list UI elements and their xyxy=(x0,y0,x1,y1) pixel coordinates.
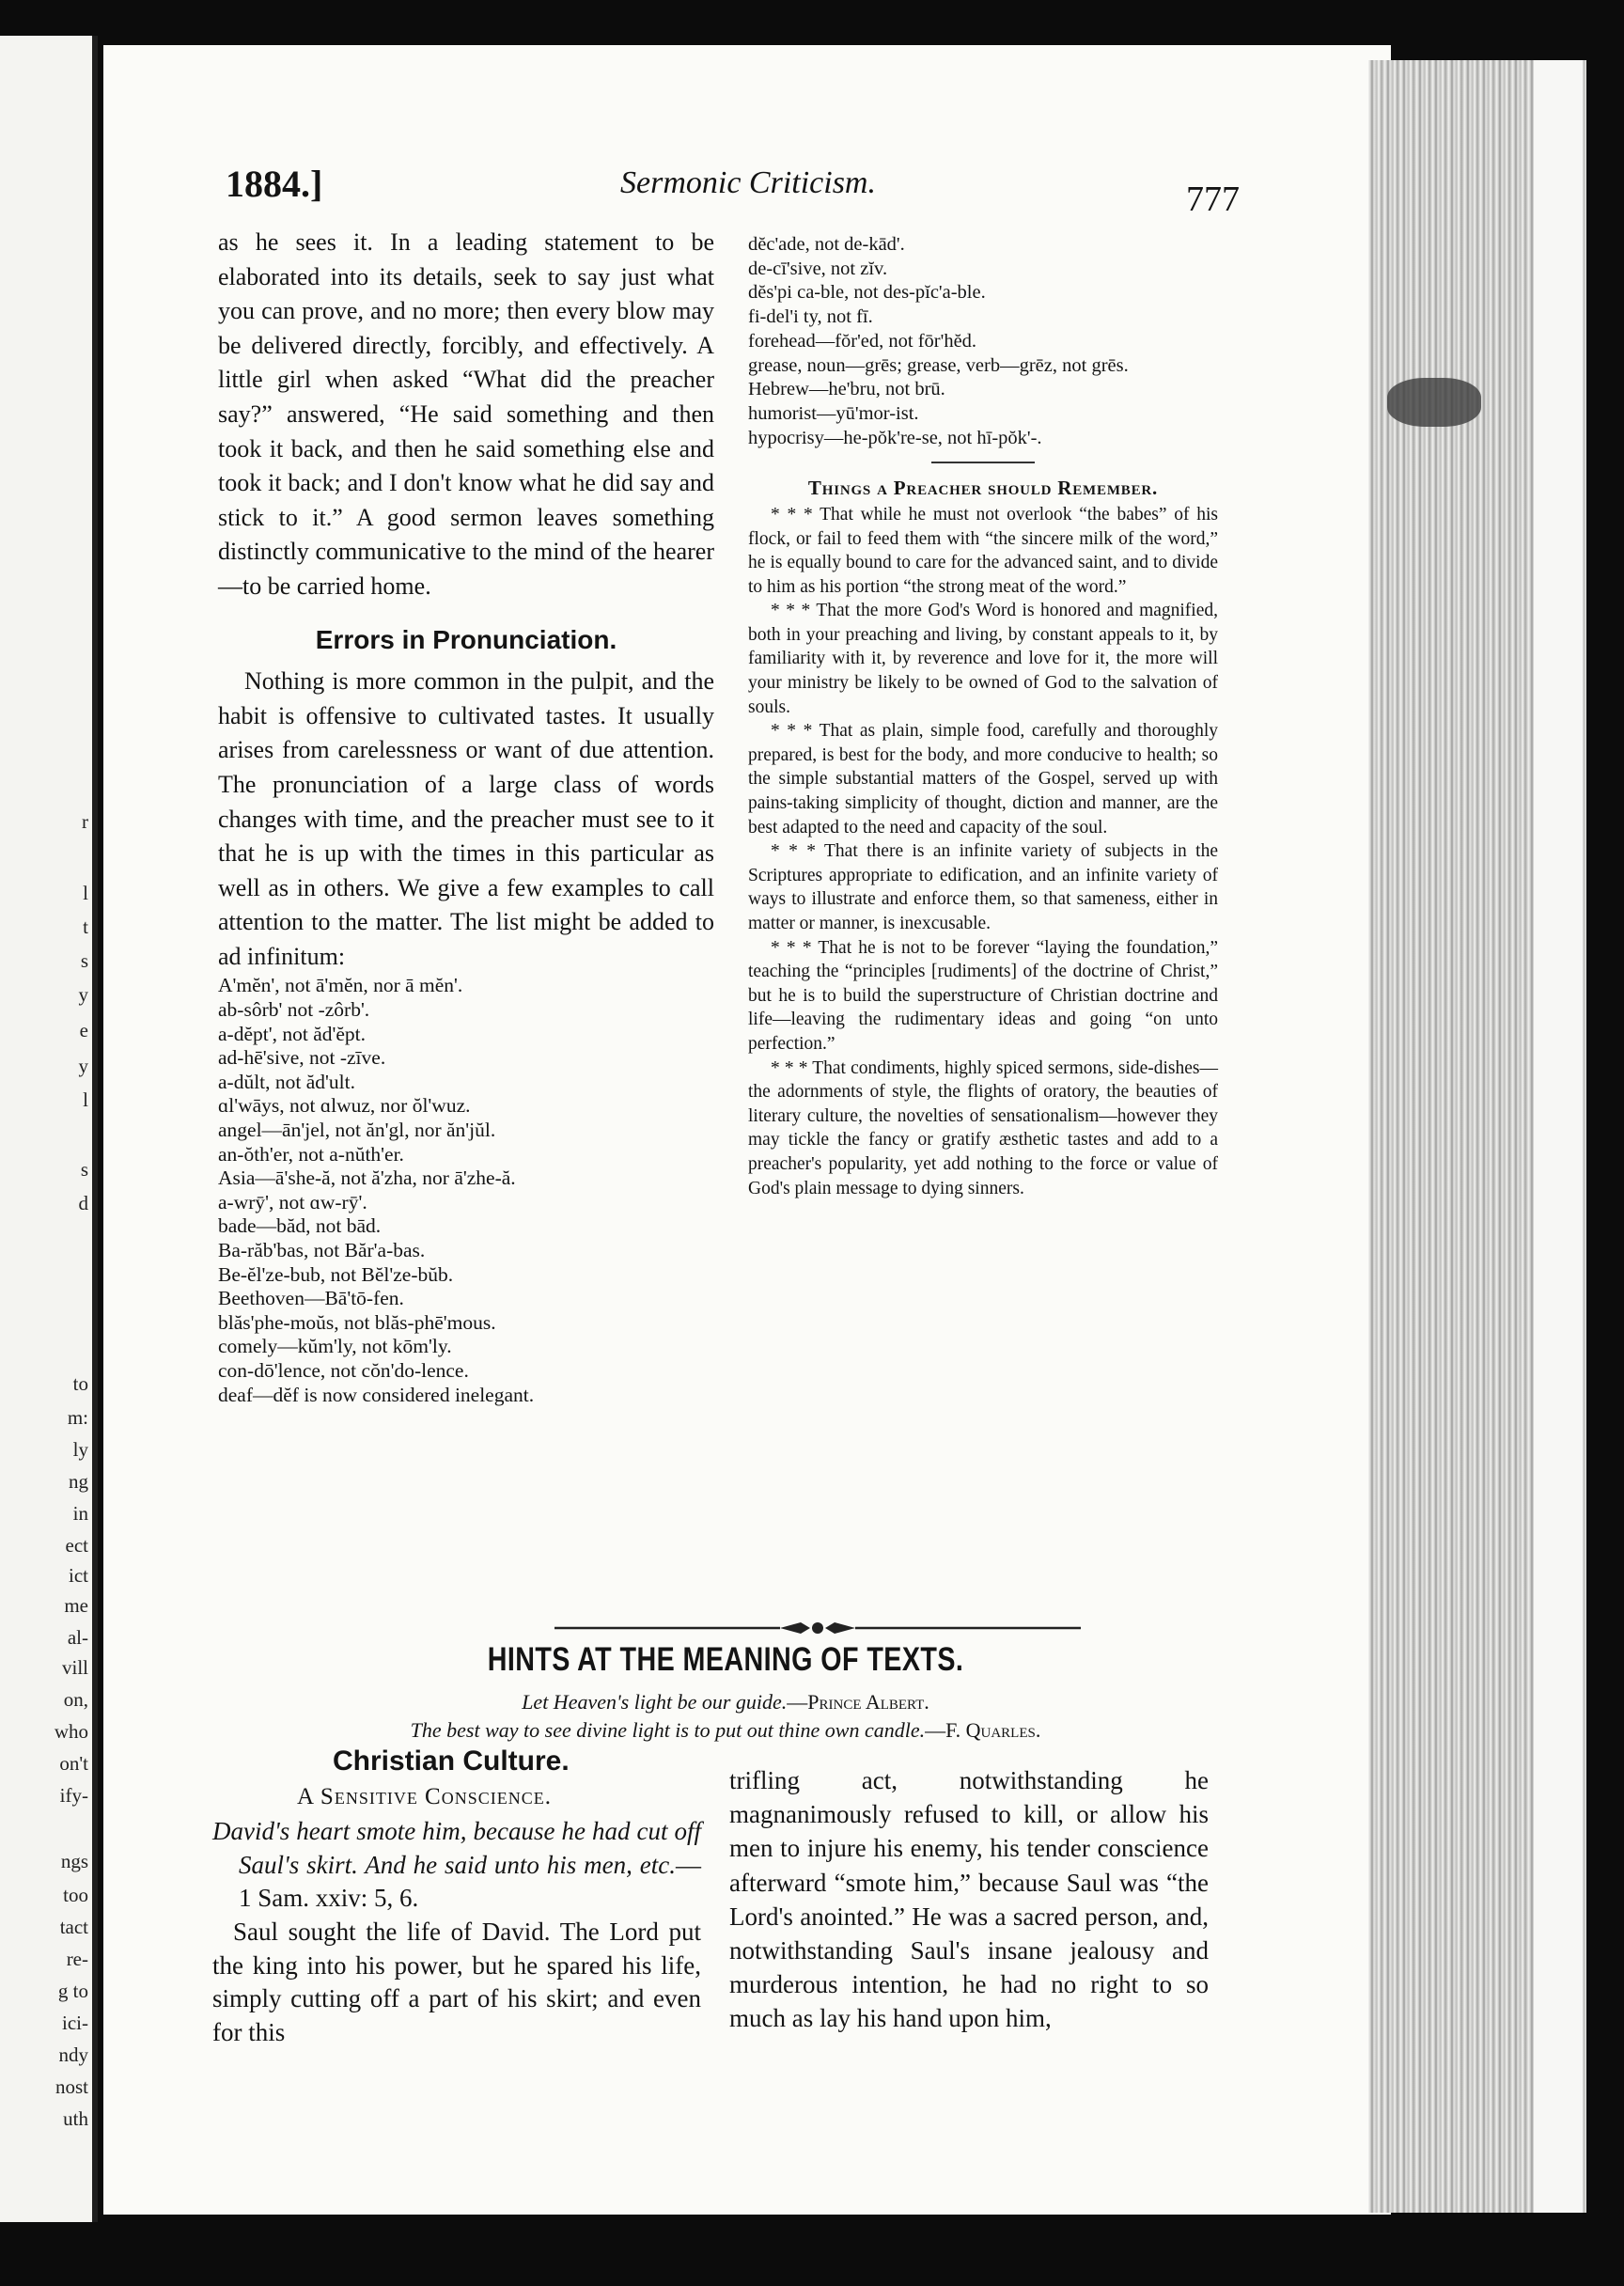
page-edge-margin xyxy=(1534,60,1583,2213)
paragraph: Saul sought the life of David. The Lord put the king into his power, but he spared his life, simply cutting off a part of his skirt; and even for this xyxy=(212,1917,701,2046)
list-item: de-cī'sive, not zĭv. xyxy=(748,258,888,279)
page-number: 777 xyxy=(1186,180,1240,219)
fragment: d xyxy=(78,1192,88,1214)
fragment: ngs xyxy=(60,1850,88,1872)
list-item: ɑl'wāys, not ɑlwuz, nor ŏl'wuz. xyxy=(218,1094,471,1118)
fragment: s xyxy=(80,1158,88,1181)
fragment: on, xyxy=(63,1688,88,1711)
edge-stain xyxy=(1387,378,1481,427)
fragment: ly xyxy=(72,1438,88,1461)
list-item: Hebrew—he'bru, not brū. xyxy=(748,379,945,400)
fragment: t xyxy=(83,916,88,938)
list-item: dĕs'pi ca-ble, not des-pĭc'a-ble. xyxy=(748,282,986,304)
list-item: forehead—fŏr'ed, not fōr'hĕd. xyxy=(748,330,977,352)
right-column xyxy=(748,233,1218,1200)
list-item: Beethoven—Bā'tō-fen. xyxy=(218,1287,404,1310)
fragment: ify- xyxy=(59,1784,88,1807)
fragment: g to xyxy=(57,1980,88,2002)
list-item: Ba-răb'bas, not Băr'a-bas. xyxy=(218,1239,426,1261)
motto-author: —Prince Albert. xyxy=(787,1690,929,1714)
section-heading: Errors in Pronunciation. xyxy=(315,624,617,654)
pronunciation-list xyxy=(218,974,714,1407)
paragraph: * * * That as plain, simple food, carefully and thoroughly prepared, is best for the body, and more conducive to health; so the simple substantial matters of the Gospel, served up with pains-taking simplicity of thought, diction and manner, are the best adapted to the need and capacity of the soul. xyxy=(748,721,1218,838)
fragment: ect xyxy=(65,1534,88,1557)
paragraph: * * * That the more God's Word is honored and magnified, both in your preaching and living, by constant appeals to it, by familiarity with it, by reverence and love for it, the more will your ministry be likely to be owned of God to the salvation of souls. xyxy=(748,601,1218,717)
paragraph: trifling act, notwithstanding he magnanimously refused to kill, or allow his men to injure his enemy, his tender conscience afterward “smote him,” because Saul was “the Lord's anointed.” He was a sacred person, and, notwithstanding Saul's insane jealousy and murderous intention, he had no right to so much as lay his hand upon him, xyxy=(729,1766,1209,2033)
list-item: humorist—yū'mor-ist. xyxy=(748,402,919,424)
list-item: blăs'phe-moŭs, not blăs-phē'mous. xyxy=(218,1310,496,1334)
paragraph: * * * That he is not to be forever “laying the foundation,” teaching the “principles [rudiments] of the doctrine of Christ,” but he is to build the superstructure of Christian doctrine and life—leaving the rudimentary ideas and going “on unto perfection.” xyxy=(748,937,1218,1054)
paragraph: * * * That while he must not overlook “the babes” of his flock, or fail to feed them with “the sincere milk of the word,” he is equally bound to care for the advanced saint, and to divide to him as his portion “the strong meat of the word.” xyxy=(748,504,1218,597)
bottom-left-column xyxy=(212,1745,701,2049)
fragment: to xyxy=(72,1372,88,1395)
fragment: re- xyxy=(66,1948,88,1970)
fragment: al- xyxy=(67,1626,88,1649)
list-item: deaf—dĕf is now considered inelegant. xyxy=(218,1383,535,1406)
paragraph: as he sees it. In a leading statement to be elaborated into its details, seek to say just what you can prove, and no more; then every blow may be delivered directly, forcibly, and effectively. A little girl when asked “What did the preacher say?” answered, “He said something and then took it back, and then he said something else and took it back; and I don't know what he did say and stick to it.” A good sermon leaves something distinctly communicative to the mind of the hearer—to be carried home. xyxy=(218,228,714,600)
fragment: nost xyxy=(55,2075,88,2098)
fragment: l xyxy=(83,1088,88,1111)
header-title: Sermonic Criticism. xyxy=(620,165,876,200)
list-item: hypocrisy—he-pŏk're-se, not hī-pŏk'-. xyxy=(748,427,1042,448)
motto-text: The best way to see divine light is to put out thine own candle. xyxy=(410,1718,926,1742)
fragment: y xyxy=(78,983,88,1006)
section-heading: Christian Culture. xyxy=(333,1746,570,1777)
list-item: fi-del'i ty, not fī. xyxy=(748,306,873,328)
scripture-reference: —1 Sam. xxiv: 5, 6. xyxy=(239,1850,701,1913)
fragment: ici- xyxy=(62,2012,88,2034)
fragment: y xyxy=(78,1055,88,1077)
fragment: l xyxy=(83,882,88,904)
list-item: a-wrȳ', not ɑw-rȳ'. xyxy=(218,1190,367,1213)
list-item: grease, noun—grēs; grease, verb—grēz, not grēs. xyxy=(748,354,1129,376)
paragraph: Nothing is more common in the pulpit, and the habit is offensive to cultivated tastes. It usually arises from carelessness or want of due attention. The pronunciation of a large class of words changes with time, and the preacher must see to it that he is up with the times in this particular as well as in others. We give a few examples to call attention to the matter. The list might be added to ad infinitum: xyxy=(218,667,714,970)
fragment: me xyxy=(64,1594,88,1617)
fragment: e xyxy=(79,1019,88,1041)
list-item: Asia—ā'she-ă, not ă'zha, nor ā'zhe-ă. xyxy=(218,1166,516,1190)
list-item: an-ŏth'er, not a-nŭth'er. xyxy=(218,1142,404,1166)
left-column xyxy=(218,226,714,1407)
motto xyxy=(218,1718,1233,1743)
list-item: Be-ĕl'ze-bub, not Bĕl'ze-bŭb. xyxy=(218,1262,454,1286)
list-item: bade—băd, not bād. xyxy=(218,1214,382,1238)
fragment: too xyxy=(63,1884,88,1906)
list-item: comely—kŭm'ly, not kōm'ly. xyxy=(218,1335,452,1358)
motto-author: —F. Quarles. xyxy=(925,1718,1041,1742)
motto-text: Let Heaven's light be our guide. xyxy=(522,1690,788,1714)
scripture-quote: David's heart smote him, because he had cut off Saul's skirt. And he said unto his men, etc. xyxy=(212,1817,701,1879)
fragment: ict xyxy=(69,1564,88,1587)
list-item: ab-sôrb' not -zôrb'. xyxy=(218,998,370,1022)
bottom-right-column xyxy=(729,1763,1209,2036)
paragraph: * * * That there is an infinite variety of subjects in the Scriptures appropriate to edification, and an infinite variety of ways to illustrate and enforce them, so that sameness, either in matter or manner, is inexcusable. xyxy=(748,841,1218,934)
fragment: who xyxy=(54,1720,88,1743)
fragment: ndy xyxy=(58,2043,88,2066)
fragment: s xyxy=(80,949,88,972)
facing-page-strip xyxy=(0,36,98,2222)
fragment: ng xyxy=(69,1470,88,1493)
list-item: angel—ān'jel, not ăn'gl, nor ăn'jŭl. xyxy=(218,1119,496,1142)
list-item: a-dŭlt, not ăd'ult. xyxy=(218,1070,355,1093)
hints-heading: HINTS AT THE MEANING OF TEXTS. xyxy=(487,1641,964,1678)
motto xyxy=(218,1690,1233,1714)
fragment: vill xyxy=(61,1656,88,1679)
header-year: 1884.] xyxy=(226,163,323,205)
section-heading: Things a Preacher should Remember. xyxy=(807,477,1159,500)
fragment: in xyxy=(72,1502,88,1525)
list-item: ad-hē'sive, not -zīve. xyxy=(218,1046,386,1070)
list-item: dĕc'ade, not de-kād'. xyxy=(748,234,905,255)
fragment: on't xyxy=(59,1752,88,1775)
scripture-text xyxy=(212,1815,701,1916)
divider xyxy=(931,462,1035,463)
subsection-heading: A Sensitive Conscience. xyxy=(297,1783,552,1809)
fragment: m: xyxy=(67,1406,88,1429)
list-item: con-dō'lence, not cŏn'do-lence. xyxy=(218,1358,469,1382)
list-item: A'mĕn', not ā'mĕn, nor ā mĕn'. xyxy=(218,974,463,997)
pronunciation-list-continued xyxy=(748,233,1218,450)
list-item: a-dĕpt', not ăd'ĕpt. xyxy=(218,1022,366,1045)
fragment: r xyxy=(82,810,88,833)
fragment: uth xyxy=(63,2107,88,2130)
paragraph: * * * That condiments, highly spiced sermons, side-dishes—the adornments of style, the flights of oratory, the beauties of literary culture, the novelties of sensationalism—however they may tickle the fancy or gratify æsthetic tastes and add to a preacher's popularity, yet add nothing to the force or value of God's plain message to dying sinners. xyxy=(748,1057,1218,1198)
ornament-rule xyxy=(554,1619,1081,1637)
fragment: tact xyxy=(59,1916,88,1938)
